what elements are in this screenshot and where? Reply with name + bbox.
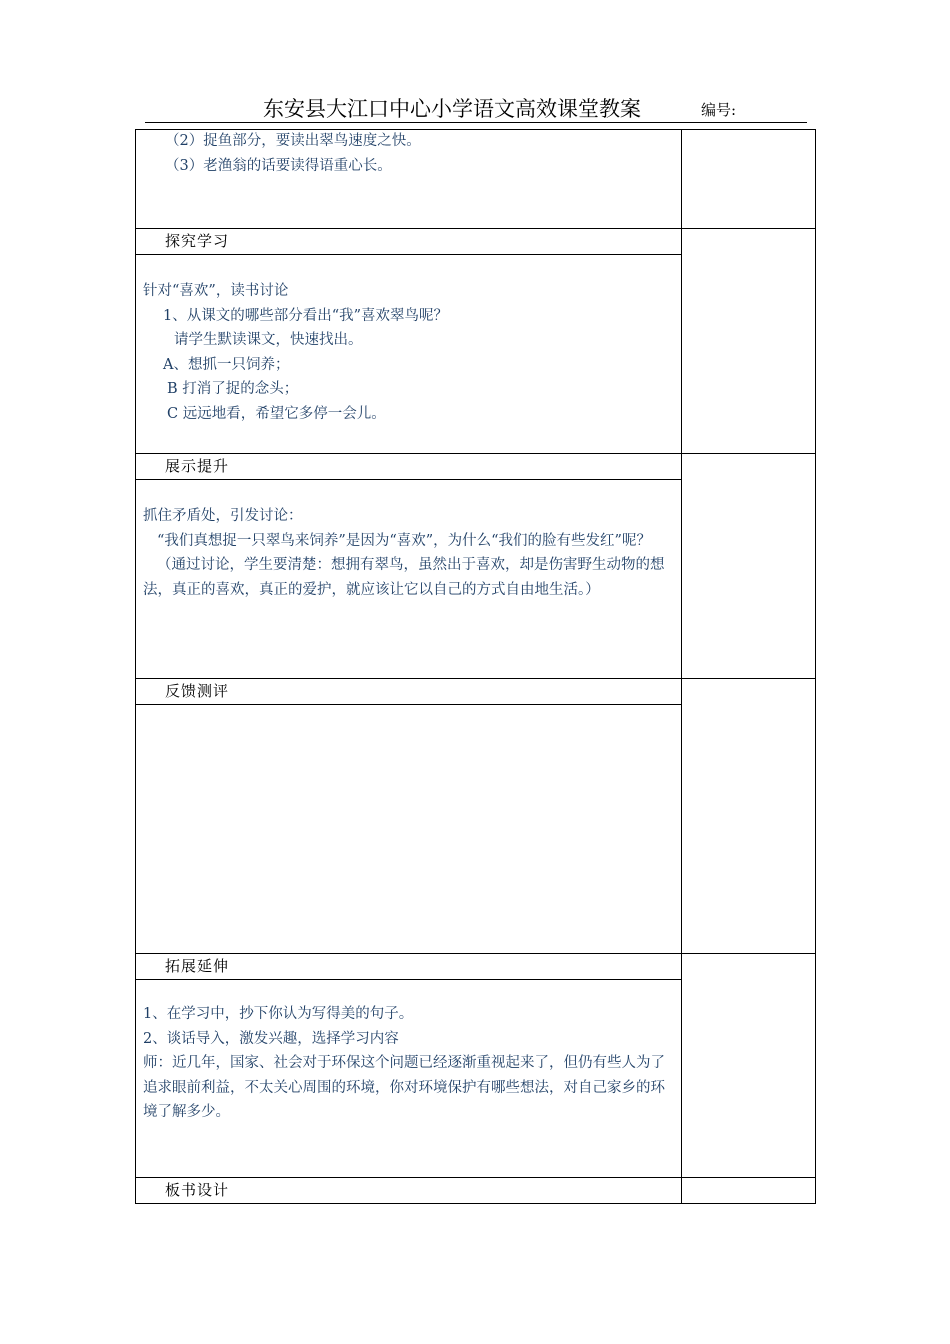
extend-notes-cell [681, 953, 816, 1178]
reading-notes-cell [681, 129, 816, 229]
document-title: 东安县大江口中心小学语文高效课堂教案 [263, 97, 641, 121]
reading-line: （2）捉鱼部分，要读出翠鸟速度之快。 [165, 133, 421, 149]
document-number-label: 编号: [701, 101, 737, 119]
display-line: “我们真想捉一只翠鸟来饲养”是因为“喜欢”，为什么“我们的脸有些发红”呢？ [157, 532, 651, 549]
document-header [145, 88, 807, 123]
board-heading: 板书设计 [135, 1177, 682, 1204]
board-notes-cell [681, 1177, 816, 1204]
explore-notes-cell [681, 228, 816, 454]
extend-text [143, 1002, 673, 1125]
extend-heading: 拓展延伸 [135, 953, 682, 980]
extend-line: 2、谈话导入，激发兴趣，选择学习内容 [143, 1030, 399, 1047]
feedback-content-cell [135, 704, 682, 954]
display-line: （通过讨论，学生要清楚：想拥有翠鸟，虽然出于喜欢，却是伤害野生动物的想法，真正的喜欢，真正的爱护，就应该让它以自己的方式自由地生活。） [143, 557, 665, 598]
feedback-notes-cell [681, 678, 816, 954]
feedback-heading: 反馈测评 [135, 678, 682, 705]
reading-text [165, 129, 695, 178]
explore-line: B 打消了捉的念头； [167, 381, 299, 397]
explore-line: 请学生默读课文，快速找出。 [174, 332, 363, 348]
extend-line: 1、在学习中，抄下你认为写得美的句子。 [143, 1006, 414, 1022]
display-heading: 展示提升 [135, 453, 682, 480]
extend-line: 师：近几年，国家、社会对于环保这个问题已经逐渐重视起来了，但仍有些人为了追求眼前利益，不太关心周围的环境，你对环境保护有哪些想法，对自己家乡的环境了解多少。 [143, 1055, 665, 1120]
explore-line: 针对“喜欢”，读书讨论 [143, 283, 289, 299]
lesson-plan-table [135, 129, 816, 1204]
explore-heading: 探究学习 [135, 228, 682, 255]
display-line: 抓住矛盾处，引发讨论： [143, 508, 303, 524]
display-text [143, 504, 673, 602]
explore-text [143, 279, 673, 426]
explore-line: 1、从课文的哪些部分看出“我”喜欢翠鸟呢？ [163, 307, 449, 324]
explore-line: C 远远地看，希望它多停一会儿。 [167, 405, 386, 422]
reading-line: （3）老渔翁的话要读得语重心长。 [165, 157, 392, 174]
explore-line: A、想抓一只饲养； [163, 356, 290, 373]
display-notes-cell [681, 453, 816, 679]
